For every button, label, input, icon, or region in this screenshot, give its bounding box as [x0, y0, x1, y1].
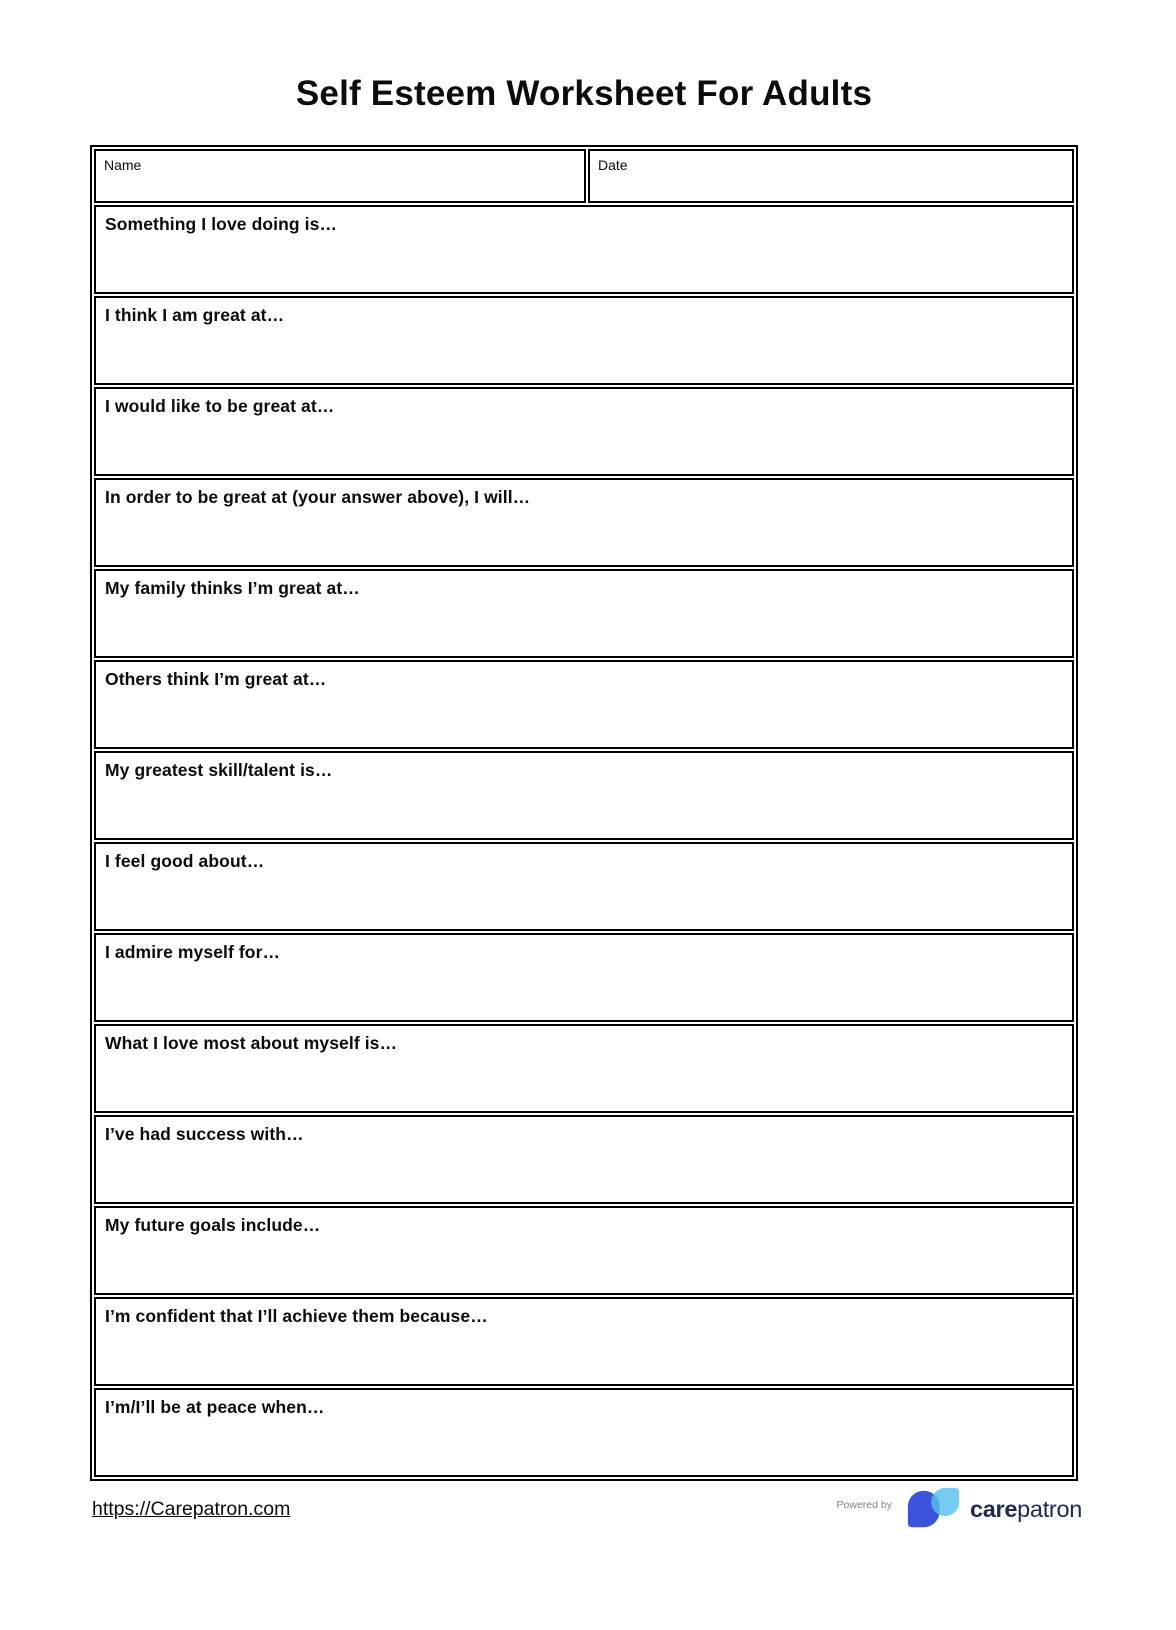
prompt-row-i-admire-myself-for[interactable] [94, 933, 1074, 1022]
prompt-row-at-peace-when[interactable] [94, 1388, 1074, 1477]
page-title: Self Esteem Worksheet For Adults [295, 74, 873, 113]
prompt-row-others-think[interactable] [94, 660, 1074, 749]
prompt-label: My future goals include… [105, 1215, 321, 1235]
prompt-row-confident-achieve[interactable] [94, 1297, 1074, 1386]
prompt-label: My family thinks I’m great at… [105, 578, 360, 598]
prompt-label: I think I am great at… [105, 305, 285, 325]
prompt-label: What I love most about myself is… [105, 1033, 398, 1053]
wordmark-patron: patron [1017, 1495, 1082, 1522]
carepatron-link[interactable]: https://Carepatron.com [92, 1498, 291, 1520]
prompt-row-something-i-love-doing[interactable] [94, 205, 1074, 294]
date-label: Date [598, 157, 628, 173]
prompt-label: I admire myself for… [105, 942, 281, 962]
prompt-label: I’ve had success with… [105, 1124, 304, 1144]
carepatron-logo-icon [906, 1486, 962, 1532]
prompt-row-i-would-like-to-be-great-at[interactable] [94, 387, 1074, 476]
prompt-label: In order to be great at (your answer above), I will… [105, 487, 531, 507]
prompt-label: I’m confident that I’ll achieve them because… [105, 1306, 488, 1326]
prompt-row-my-family-thinks[interactable] [94, 569, 1074, 658]
date-field[interactable] [588, 149, 1074, 203]
carepatron-wordmark [970, 1496, 1082, 1523]
prompt-label: Others think I’m great at… [105, 669, 327, 689]
logo-bubble-right [931, 1488, 959, 1516]
powered-by-brand [837, 1486, 1082, 1532]
prompt-row-ive-had-success-with[interactable] [94, 1115, 1074, 1204]
prompt-row-i-feel-good-about[interactable] [94, 842, 1074, 931]
name-date-row [94, 149, 1074, 203]
prompt-row-what-i-love-most[interactable] [94, 1024, 1074, 1113]
name-label: Name [104, 157, 142, 173]
prompt-label: Something I love doing is… [105, 214, 338, 234]
name-field[interactable] [94, 149, 586, 203]
prompt-label: I feel good about… [105, 851, 265, 871]
prompt-label: I would like to be great at… [105, 396, 335, 416]
prompt-row-in-order-to-be-great[interactable] [94, 478, 1074, 567]
worksheet-table [90, 145, 1078, 1481]
prompt-row-future-goals[interactable] [94, 1206, 1074, 1295]
powered-by-label: Powered by [836, 1499, 892, 1511]
prompt-row-greatest-skill-talent[interactable] [94, 751, 1074, 840]
wordmark-care: care [970, 1495, 1018, 1522]
prompt-row-i-think-i-am-great-at[interactable] [94, 296, 1074, 385]
prompt-label: I’m/I’ll be at peace when… [105, 1397, 325, 1417]
prompt-label: My greatest skill/talent is… [105, 760, 333, 780]
